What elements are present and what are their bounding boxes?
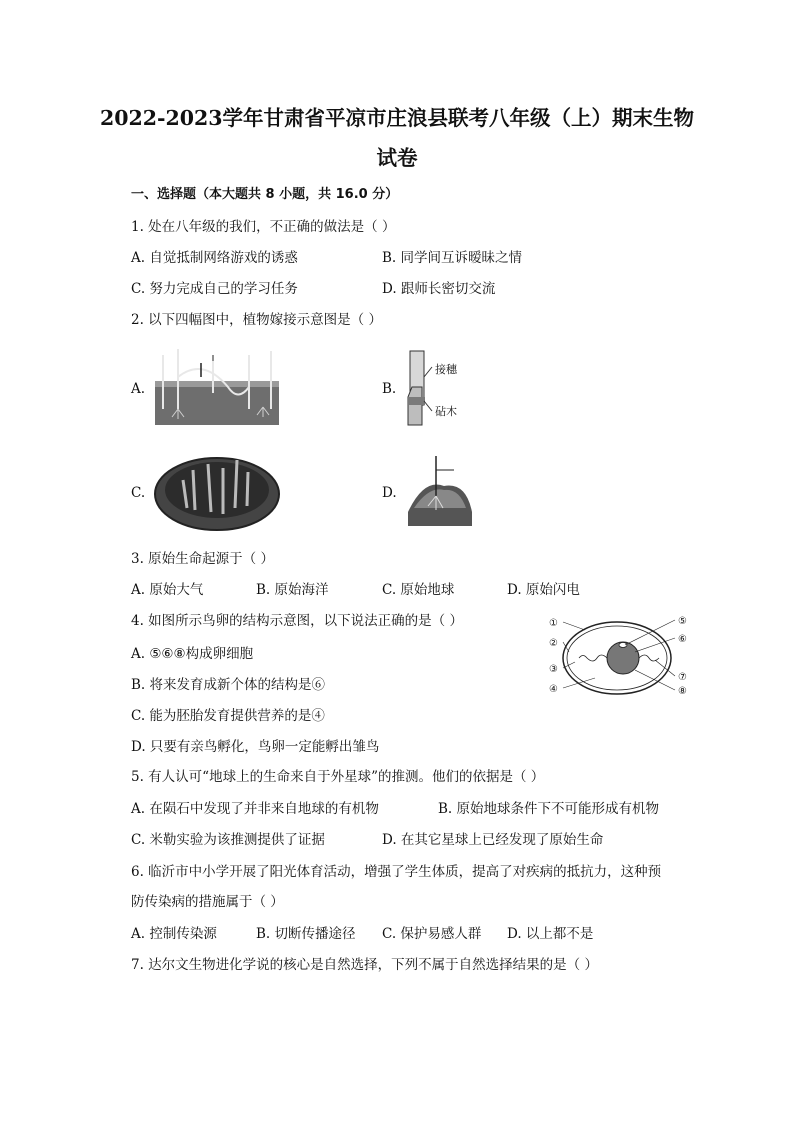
egg-label-8: ⑧	[678, 686, 687, 697]
egg-label-4: ④	[549, 684, 558, 695]
scion-label: 接穗	[435, 363, 457, 376]
rootstock-label: 砧木	[435, 405, 457, 418]
section-heading: 一、选择题（本大题共 8 小题，共 16.0 分）	[131, 187, 399, 202]
seedling-figure	[404, 452, 476, 532]
egg-label-5: ⑤	[678, 616, 687, 627]
q2-option-d: D.	[382, 485, 397, 501]
q1-option-c: C. 努力完成自己的学习任务	[131, 281, 298, 297]
q3-stem: 3. 原始生命起源于（ ）	[131, 551, 274, 567]
egg-label-3: ③	[549, 664, 558, 675]
q5-stem: 5. 有人认可“地球上的生命来自于外星球”的推测。他们的依据是（ ）	[131, 769, 545, 785]
q3-option-d: D. 原始闪电	[507, 582, 580, 598]
page-title: 2022-2023学年甘肃省平凉市庄浪县联考八年级（上）期末生物	[99, 106, 695, 130]
q5-option-d: D. 在其它星球上已经发现了原始生命	[382, 832, 604, 848]
q2-option-a: A.	[131, 381, 146, 397]
q4-stem: 4. 如图所示鸟卵的结构示意图，以下说法正确的是（ ）	[131, 613, 463, 629]
q1-option-b: B. 同学间互诉暧昧之情	[382, 250, 523, 266]
egg-label-6: ⑥	[678, 634, 687, 645]
q2-option-b: B.	[382, 381, 397, 397]
q4-option-c: C. 能为胚胎发育提供营养的是④	[131, 708, 325, 724]
egg-label-1: ①	[549, 618, 558, 629]
q3-option-c: C. 原始地球	[382, 582, 455, 598]
q6-option-a: A. 控制传染源	[131, 926, 217, 942]
q6-stem-continued: 防传染病的措施属于（ ）	[131, 894, 284, 910]
q4-option-d: D. 只要有亲鸟孵化，鸟卵一定能孵出雏鸟	[131, 739, 380, 755]
cutting-pot-figure	[153, 450, 281, 532]
q2-option-c: C.	[131, 485, 146, 501]
q1-option-a: A. 自觉抵制网络游戏的诱惑	[131, 250, 298, 266]
q2-stem: 2. 以下四幅图中，植物嫁接示意图是（ ）	[131, 312, 382, 328]
q6-option-b: B. 切断传播途径	[256, 926, 356, 942]
q4-option-a: A. ⑤⑥⑧构成卵细胞	[131, 646, 254, 662]
q1-option-d: D. 跟师长密切交流	[382, 281, 496, 297]
page-title-continued: 试卷	[376, 146, 418, 170]
q6-option-c: C. 保护易感人群	[382, 926, 482, 942]
q6-stem: 6. 临沂市中小学开展了阳光体育活动，增强了学生体质，提高了对疾病的抵抗力，这种预	[131, 864, 662, 880]
q5-option-b: B. 原始地球条件下不可能形成有机物	[438, 801, 660, 817]
q3-option-a: A. 原始大气	[131, 582, 204, 598]
q6-option-d: D. 以上都不是	[507, 926, 594, 942]
q1-stem: 1. 处在八年级的我们，不正确的做法是（ ）	[131, 219, 396, 235]
q4-option-b: B. 将来发育成新个体的结构是⑥	[131, 677, 326, 693]
q7-stem: 7. 达尔文生物进化学说的核心是自然选择，下列不属于自然选择结果的是（ ）	[131, 957, 598, 973]
q5-option-c: C. 米勒实验为该推测提供了证据	[131, 832, 325, 848]
egg-label-7: ⑦	[678, 672, 687, 683]
layering-figure	[153, 347, 281, 427]
bird-egg-diagram	[545, 612, 695, 702]
egg-label-2: ②	[549, 638, 558, 649]
q5-option-a: A. 在陨石中发现了并非来自地球的有机物	[131, 801, 379, 817]
q3-option-b: B. 原始海洋	[256, 582, 329, 598]
